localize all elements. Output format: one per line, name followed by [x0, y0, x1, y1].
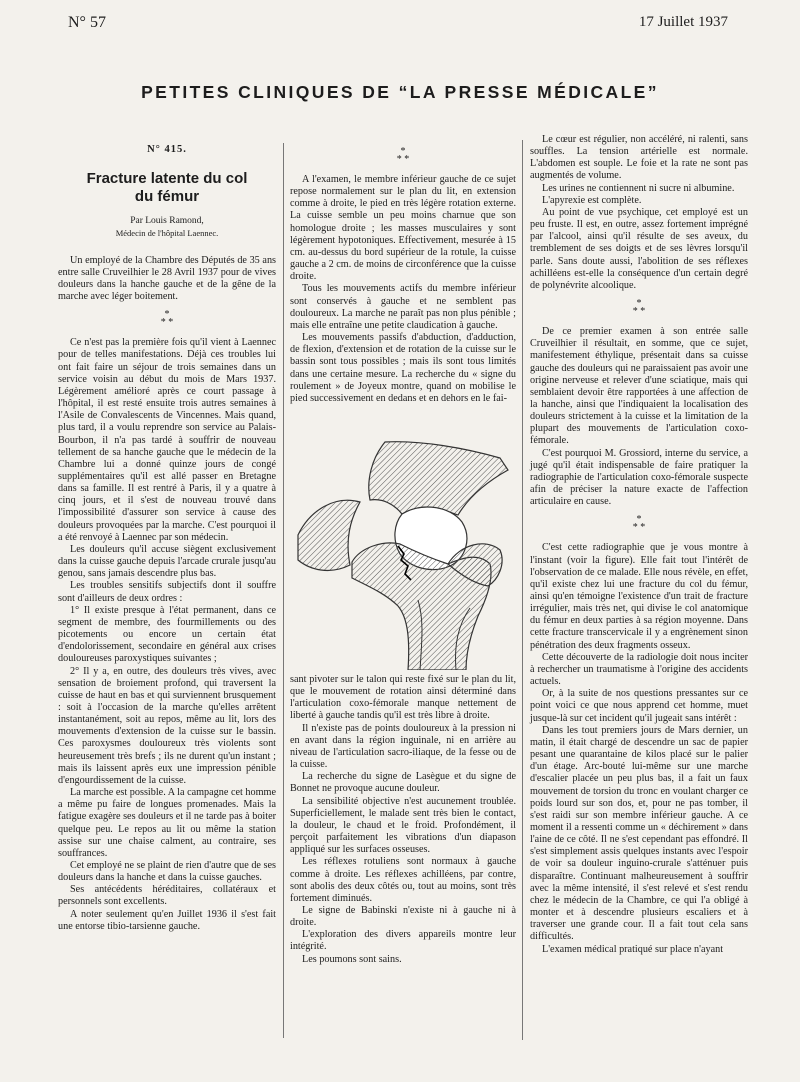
paragraph: L'examen médical pratiqué sur place n'ayant: [542, 943, 724, 955]
paragraph: 2° Il y a, en outre, des douleurs très vives, avec sensation de broiement profond, qui traversent la cuisse de haut en bas et qui surviennent brusquement : soit à l'occasion de la marche qu'elles arrêtent instantanément, soit au repos, même au lit, lors des mouvements d'extension de la cuisse sur le bassin. Ces paroxysmes douloureux très violents sont heureusement très brefs ; ils ne durent qu'un instant ; mais ils laissent après eux une impression pénible d'engourdissement de la cuisse.: [58, 665, 276, 786]
paragraph: Les douleurs qu'il accuse siègent exclusivement dans la cuisse gauche depuis l'arcade crurale jusqu'au genou, sans jamais descendre plus bas.: [58, 543, 276, 580]
column-1: [58, 144, 276, 933]
paragraph: A l'examen, le membre inférieur gauche de ce sujet repose normalement sur le plan du lit, en extension comme à droite, le pied en très légère rotation externe. La cuisse semble un peu moins charnue que son homologue droite ; les masses musculaires y sont légèrement hypotoniques. Effectivement, mesurée à 15 cm. au-dessus du bord supérieur de la rotule, la cuisse gauche a 2 cm. de moins de circonférence que la cuisse droite.: [290, 174, 516, 283]
paragraph: Tous les mouvements actifs du membre inférieur sont conservés à gauche et ne semblent pas douloureux. La marche ne paraît pas non plus pénible ; mais elle entraîne une petite claudication à gauche.: [290, 283, 516, 331]
article-title: [58, 170, 276, 206]
paragraph: Cette découverte de la radiologie doit nous inciter à rechercher un traumatisme à l'origine des accidents actuels.: [530, 651, 748, 688]
paragraph: Le signe de Babinski n'existe ni à gauche ni à droite.: [290, 904, 516, 929]
paragraph: L'apyrexie est complète.: [542, 194, 642, 206]
paragraph: Les réflexes rotuliens sont normaux à gauche comme à droite. Les réflexes achilléens, par contre, sont abolis des deux côtés ou, tout au moins, sont très fortement diminués.: [290, 856, 516, 904]
paragraph: Un employé de la Chambre des Députés de 35 ans entre salle Cruveilhier le 28 Avril 1937 pour de vives douleurs dans la hanche gauche et de la gêne de la marche avec léger boitement.: [58, 254, 276, 303]
paragraph: C'est cette radiographie que je vous montre à l'instant (voir la figure). Elle fait tout l'intérêt de l'observation de ce malade. Elle nous révèle, en effet, qu'il existe chez lui une fracture du col du fémur, ainsi qu'en témoigne l'existence d'un trait de fracture irrégulier, mais très net, qui divise le col anatomique du fémur en deux parties à sa région moyenne. Dans cette fracture transcervicale il y a engrènement sinon pénétration des deux fragments osseux.: [530, 542, 748, 651]
paragraph: A noter seulement qu'en Juillet 1936 il s'est fait une entorse tibio-tarsienne gauche.: [58, 908, 276, 932]
paragraph: sant pivoter sur le talon qui reste fixé sur le plan du lit, que le mouvement de rotation ainsi déterminé dans l'articulation coxo-fémorale manque nettement de liberté à gauche tandis qu'il est très libre à droite.: [290, 674, 516, 722]
paragraph: Ce n'est pas la première fois qu'il vient à Laennec pour de telles manifestations. Déjà ces troubles lui ont fait faire un séjour de trois semaines dans un service voisin au début du mois de Mars 1937. Légèrement amélioré après ce court passage à l'hôpital, il est resté ensuite trois autres semaines à l'Asile de Convalescents de Vincennes. Mais quand, plus tard, il a voulu reprendre son service au Palais-Bourbon, il n'a pas tardé à souffrir de nouveau tellement de sa hanche gauche que le médecin de la Chambre lui a donné quinze jours de congé supplémentaires qu'il est allé passer en Bretagne dans sa famille. Il est rentré à Paris, il y a quatre à cinq jours, et il s'est de nouveau trouvé dans l'impossibilité d'assurer son service à cause des douleurs provoquées par la marche. C'est pourquoi il a été renvoyé à Laennec par son médecin.: [58, 337, 276, 543]
article-number: N° 415.: [147, 144, 187, 155]
issue-number: N° 57: [68, 14, 106, 31]
paragraph: Les troubles sensitifs subjectifs dont il souffre sont d'ailleurs de deux ordres :: [58, 580, 276, 604]
asterism: * * *: [632, 514, 646, 534]
issue-date: 17 Juillet 1937: [638, 14, 728, 30]
paragraph: De ce premier examen à son entrée salle Cruveilhier il résultait, en somme, que ce sujet, manifestement éthylique, présentait dans sa cuisse gauche des douleurs qui ne paraissaient pas avoir une origine nerveuse et relever d'une sciatique, mais qui semblaient devoir être rapportées à une affection de la hanche, ainsi que l'indiquaient la localisation des douleurs strictement à la cuisse et la limitation de la plupart des mouvements de l'articulation coxo-fémorale.: [530, 326, 748, 447]
column-2-top: [290, 144, 516, 405]
paragraph: Les mouvements passifs d'abduction, d'adduction, de flexion, d'extension et de rotation de la cuisse sur le bassin sont tous possibles ; mais ils sont tous limités dans une certaine mesure. La recherche du « signe du roulement » de Joyeux montre, quand on mobilise le pied successivement en dedans et en dehors en le fai-: [290, 332, 516, 404]
paragraph: La sensibilité objective n'est aucunement troublée. Superficiellement, le malade sent très bien le contact, la douleur, le chaud et le froid. Profondément, il perçoit parfaitement les vibrations d'un diapason appliqué sur les surfaces osseuses.: [290, 795, 516, 856]
column-3: [530, 134, 748, 956]
paragraph: Cet employé ne se plaint de rien d'autre que de ses douleurs dans la hanche et dans la cuisse gauches.: [58, 860, 276, 884]
asterism: * * *: [632, 298, 646, 318]
paragraph: Il n'existe pas de points douloureux à la pression ni en avant dans la région inguinale, ni en arrière au niveau de l'articulation sacro-iliaque, de la fesse ou de la cuisse.: [290, 722, 516, 771]
column-separator-1: [283, 143, 284, 1038]
paragraph: Au point de vue psychique, cet employé est un peu fruste. Il est, en outre, assez fortement imprégné par l'alcool, ainsi qu'il résulte de ses aveux, du tremblement de ses doigts et de ses lèvres lorsqu'il parle. Sans doute aussi, l'abolition de ses réflexes achilléens est-elle la conséquence d'un certain degré de polynévrite alcoolique.: [530, 206, 748, 291]
paragraph: La recherche du signe de Lasègue et du signe de Bonnet ne provoque aucune douleur.: [290, 771, 516, 795]
asterism: * * *: [396, 146, 410, 165]
paragraph: Or, à la suite de nos questions pressantes sur ce point voici ce que nous apprend cet homme, muet jusque-là sur cet incident qu'il jugeait sans intérêt :: [530, 688, 748, 724]
column-2-bottom: [290, 674, 516, 966]
title-line-1: Fracture latente du col: [86, 170, 248, 188]
affiliation: Médecin de l'hôpital Laennec.: [115, 227, 219, 238]
femur-fracture-illustration: [290, 440, 516, 670]
column-separator-2: [522, 140, 523, 1040]
author: Par Louis Ramond,: [130, 216, 204, 227]
paragraph: Ses antécédents héréditaires, collatéraux et personnels sont excellents.: [58, 884, 276, 908]
paragraph: 1° Il existe presque à l'état permanent, dans ce segment de membre, des fourmillements ou des picotements ou encore un certain état d'endolorissement, secondaire en général aux crises douloureuses paroxystiques suivantes ;: [58, 604, 276, 665]
hip-radiograph-figure: [290, 440, 516, 670]
paragraph: Dans les tout premiers jours de Mars dernier, un matin, il était chargé de descendre un sac de papier pesant une quarantaine de kilos placé sur le palier d'un étage. Arc-bouté lui-même sur une marche d'escalier placée un peu plus bas, il a fait un faux mouvement de torsion du tronc en voulant charger ce poids lourd sur son dos, et, pour ne pas tomber, il s'est raidi sur son membre inférieur gauche. A ce moment il a ressenti comme un « déchirement » dans l'aine de ce côté. Il ne s'est cependant pas effondré. Il s'est simplement assis quelques instants avec l'espoir de voir sa douleur inguino-crurale s'atténuer puis disparaître. Continuant malheureusement à souffrir avec la même intensité, il s'est relevé et s'est rendu chez le médecin de la Chambre, ce qui l'a obligé à monter et à descendre plusieurs escaliers et à traverser une grande cour. Il a fait tout cela sans difficultés.: [530, 724, 748, 943]
asterism: * * *: [160, 309, 174, 329]
journal-title: PETITES CLINIQUES DE “LA PRESSE MÉDICALE”: [141, 82, 659, 102]
paragraph: C'est pourquoi M. Grossiord, interne du service, a jugé qu'il était indispensable de faire pratiquer la radiographie de l'articulation coxo-fémorale suspecte afin de préciser la nature exacte de l'affection articulaire en cause.: [530, 447, 748, 508]
paragraph: Les poumons sont sains.: [302, 953, 402, 965]
paragraph: Le cœur est régulier, non accéléré, ni ralenti, sans souffles. La tension artérielle est normale. L'abdomen est souple. Le foie et la rate ne sont pas augmentés de volume.: [530, 134, 748, 182]
paragraph: L'exploration des divers appareils montre leur intégrité.: [290, 929, 516, 953]
paragraph: La marche est possible. A la campagne cet homme a même pu faire de longues promenades. Mais la fatigue exagère ses douleurs et il ne tarde pas à boiter quelque peu. Le repos au lit ou même la station assise sur une chaise calment, au contraire, ses souffrances.: [58, 787, 276, 859]
title-line-2: du fémur: [134, 188, 200, 206]
paragraph: Les urines ne contiennent ni sucre ni albumine.: [542, 182, 735, 194]
